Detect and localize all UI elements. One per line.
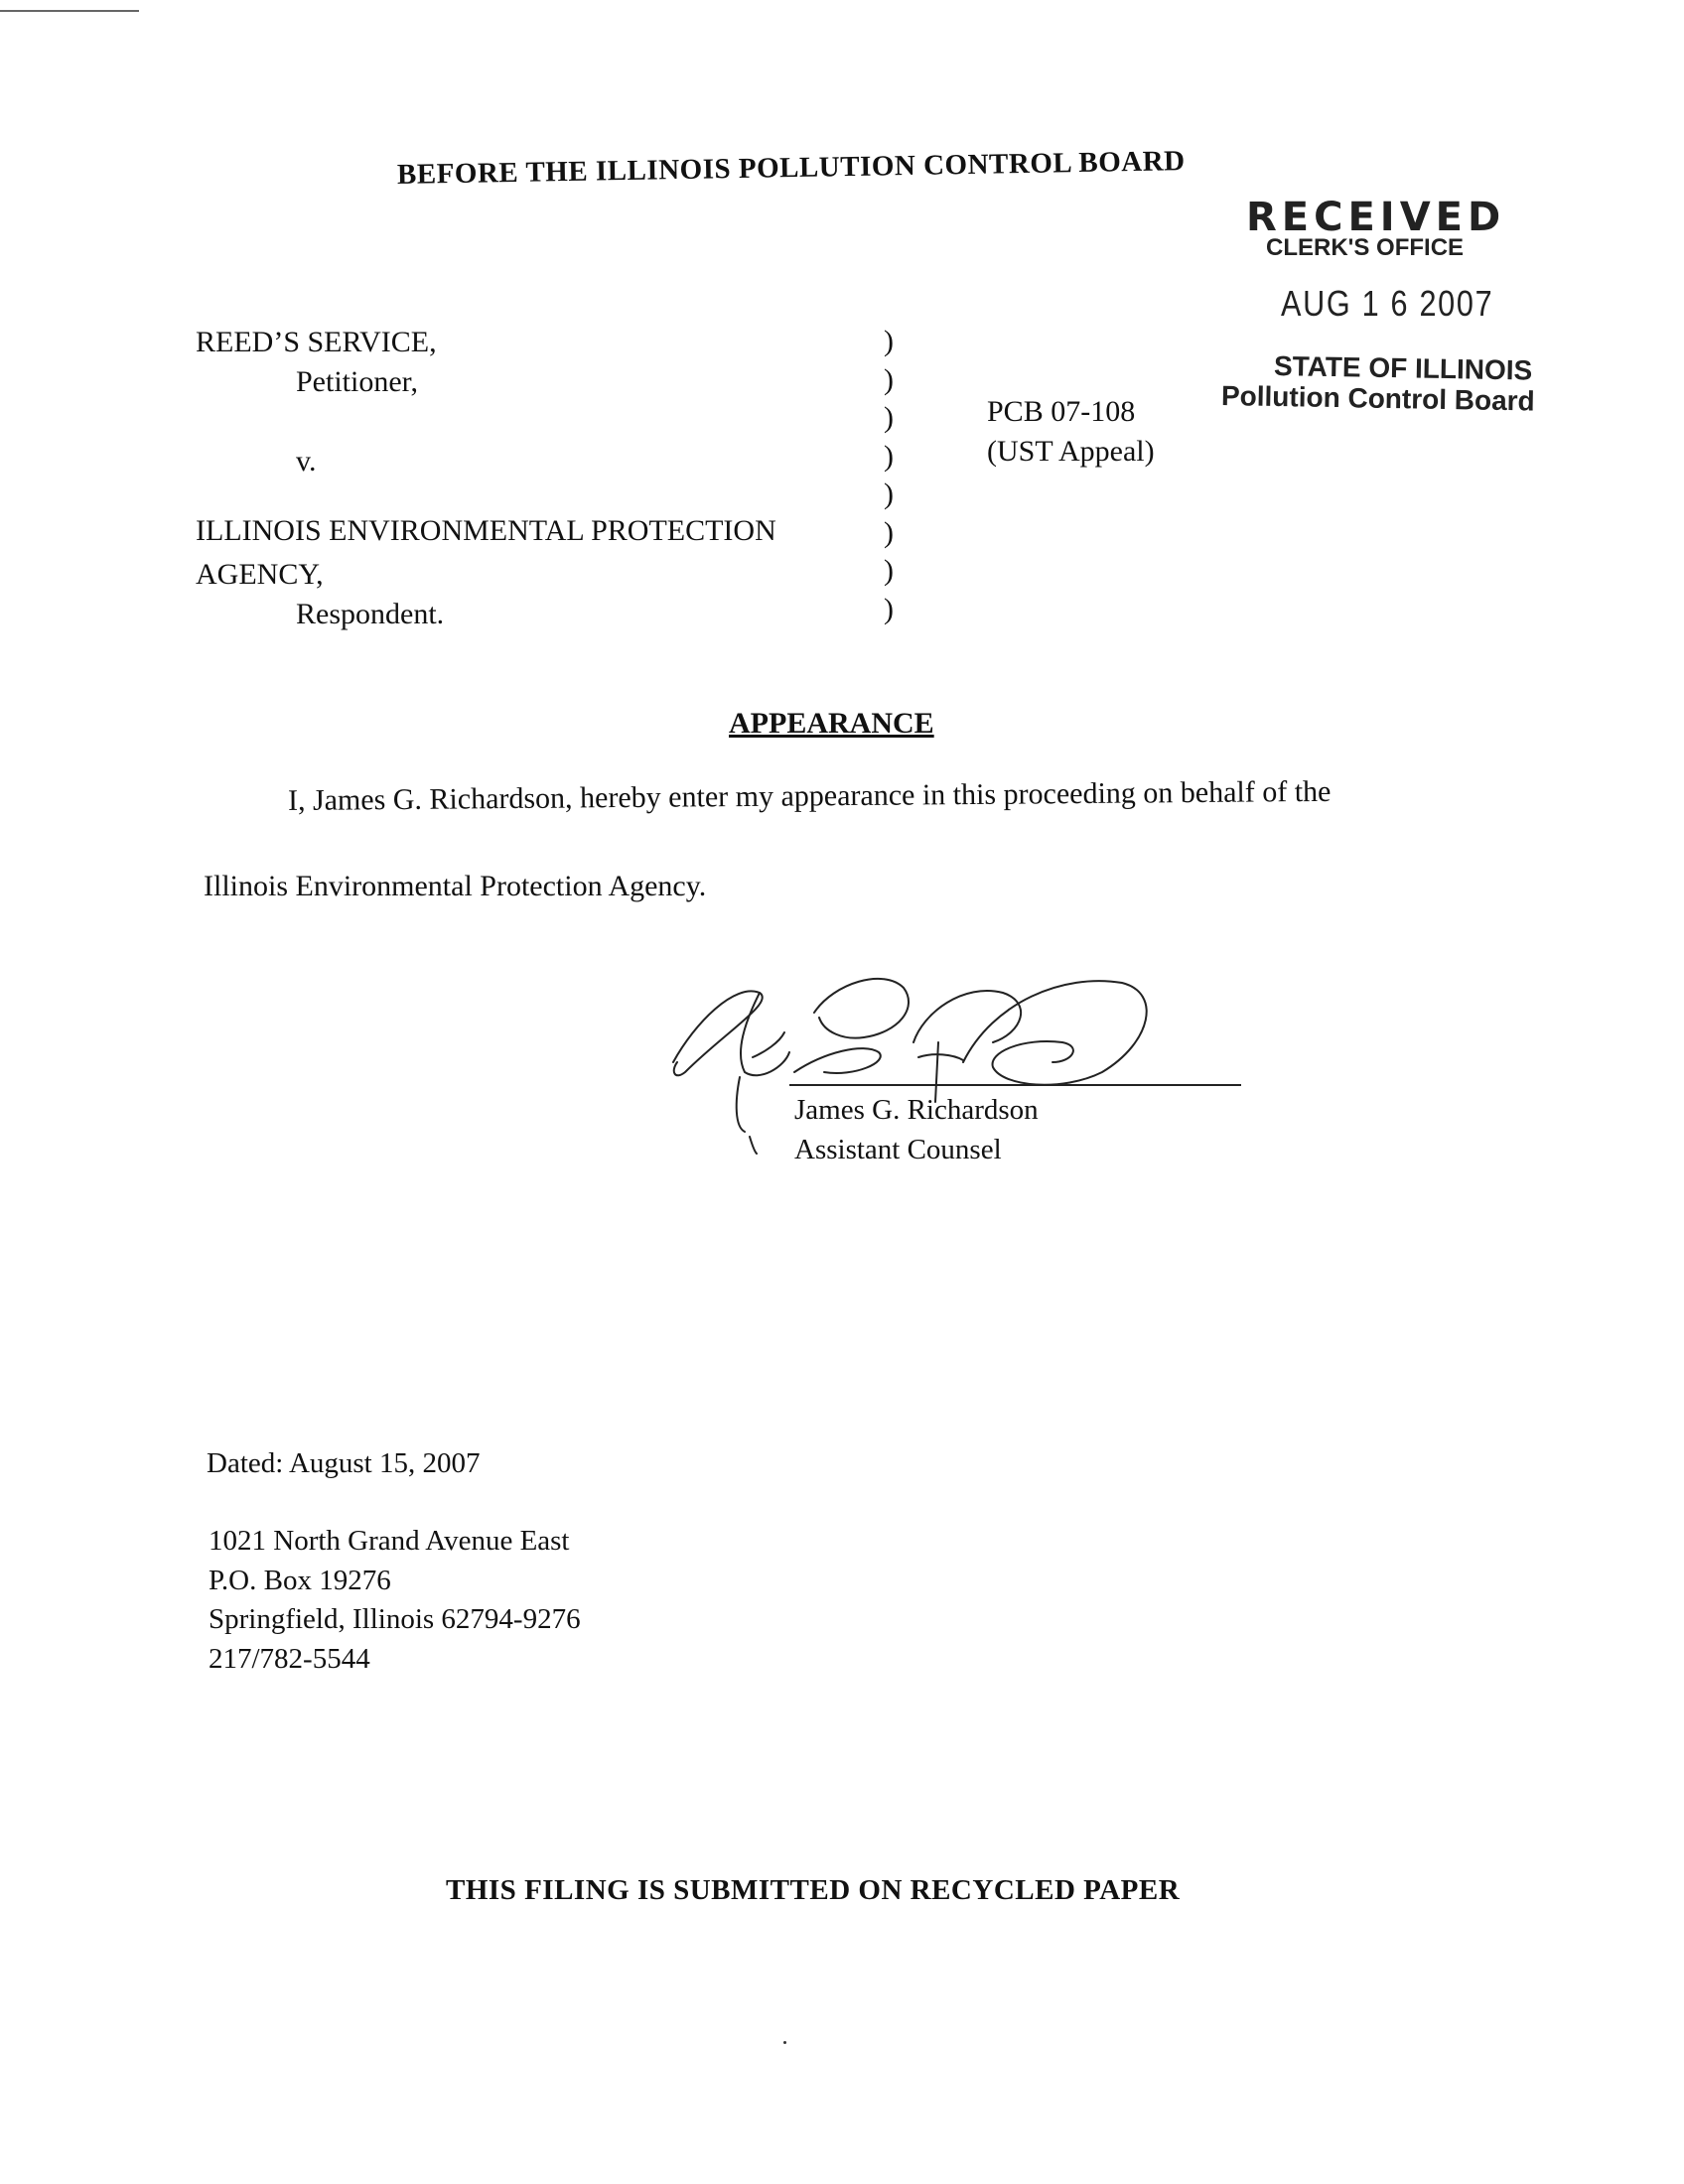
received-stamp-label: RECEIVED <box>1246 195 1506 240</box>
appearance-statement-line2: Illinois Environmental Protection Agency. <box>204 870 707 902</box>
caption-paren: ) <box>884 554 894 587</box>
received-stamp-date: AUG 1 6 2007 <box>1281 283 1494 324</box>
received-stamp-office: CLERK'S OFFICE <box>1266 234 1465 261</box>
received-stamp-board: Pollution Control Board <box>1220 380 1535 417</box>
respondent-role: Respondent. <box>296 598 445 630</box>
petitioner-role: Petitioner, <box>296 365 418 398</box>
signer-name: James G. Richardson <box>794 1094 1039 1126</box>
appearance-title: APPEARANCE <box>729 707 934 740</box>
appearance-statement-line1: I, James G. Richardson, hereby enter my appearance in this proceeding on behalf of the <box>287 774 1332 817</box>
signer-title: Assistant Counsel <box>794 1134 1002 1165</box>
caption-paren: ) <box>884 439 894 473</box>
address-line-1: 1021 North Grand Avenue East <box>209 1525 570 1557</box>
petitioner-name: REED’S SERVICE, <box>196 326 437 358</box>
signature-line <box>789 1084 1241 1086</box>
case-type: (UST Appeal) <box>987 435 1155 468</box>
recycled-paper-notice: THIS FILING IS SUBMITTED ON RECYCLED PAPER <box>446 1874 1181 1906</box>
scan-edge-line <box>0 10 139 12</box>
versus-label: v. <box>296 445 317 478</box>
caption-paren: ) <box>884 325 894 357</box>
address-line-2: P.O. Box 19276 <box>209 1565 391 1596</box>
caption-paren: ) <box>884 478 894 510</box>
scan-speck <box>783 2041 786 2044</box>
respondent-name-line2: AGENCY, <box>196 558 324 591</box>
case-number: PCB 07-108 <box>987 395 1136 428</box>
caption-paren: ) <box>884 362 894 396</box>
phone-number: 217/782-5544 <box>209 1643 370 1675</box>
caption-parentheses <box>884 323 894 628</box>
document-heading: BEFORE THE ILLINOIS POLLUTION CONTROL BOARD <box>396 145 1186 191</box>
received-stamp-state: STATE OF ILLINOIS <box>1273 350 1533 386</box>
respondent-name-line1: ILLINOIS ENVIRONMENTAL PROTECTION <box>196 514 776 547</box>
caption-paren: ) <box>884 401 894 434</box>
caption-paren: ) <box>884 515 894 549</box>
address-line-3: Springfield, Illinois 62794-9276 <box>209 1603 581 1635</box>
dated-line: Dated: August 15, 2007 <box>207 1447 481 1479</box>
caption-paren: ) <box>884 592 894 625</box>
